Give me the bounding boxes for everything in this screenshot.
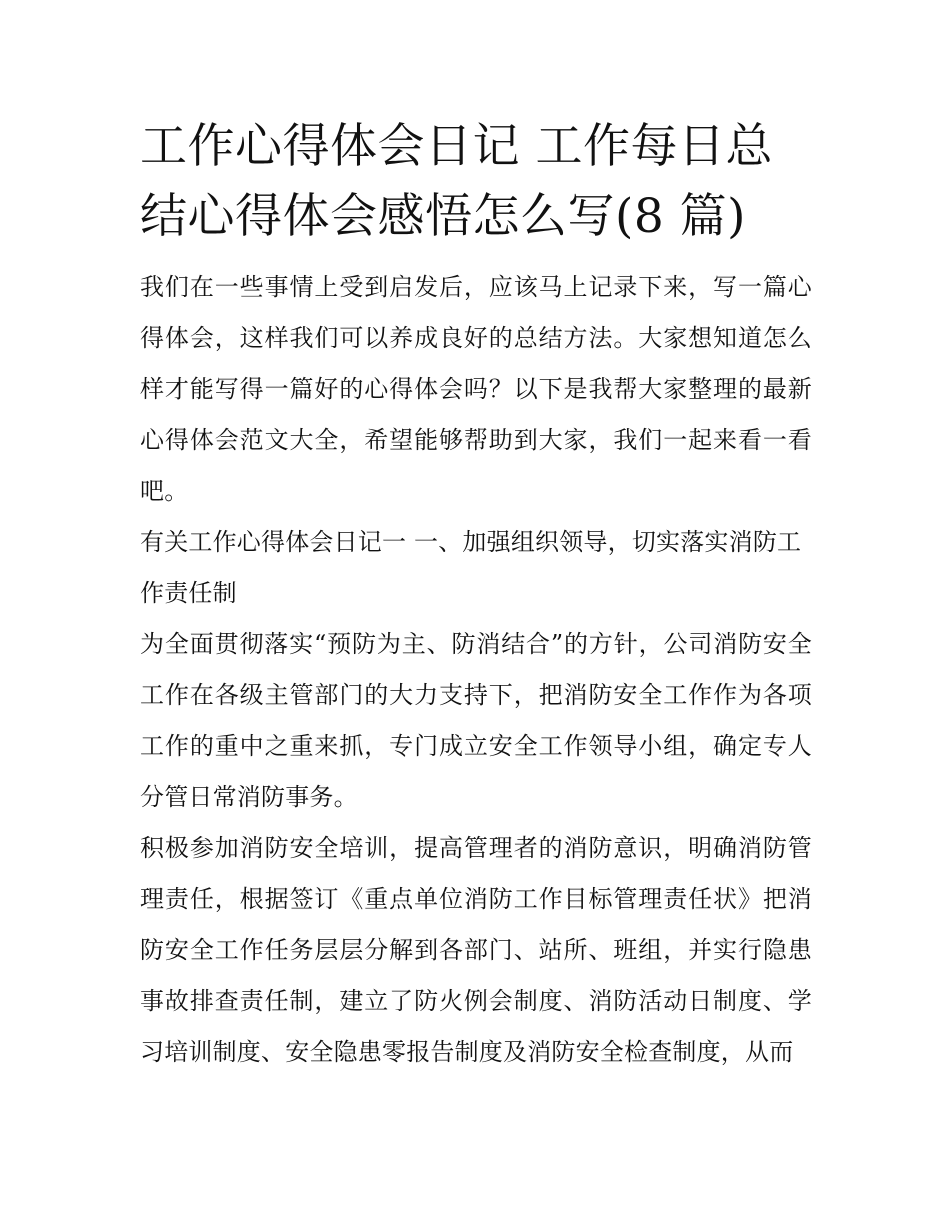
document-title: 工作心得体会日记 工作每日总结心得体会感悟怎么写(8 篇) [140,119,773,244]
intro-paragraph: 我们在一些事情上受到启发后，应该马上记录下来，写一篇心得体会，这样我们可以养成良好的总结方法。大家想知道怎么样才能写得一篇好的心得体会吗？以下是我帮大家整理的最新心得体会范文大全，希望能够帮助到大家，我们一起来看一看吧。 [140,273,812,505]
body-paragraph: 积极参加消防安全培训，提高管理者的消防意识，明确消防管理责任，根据签订《重点单位消防工作目标管理责任状》把消防安全工作任务层层分解到各部门、站所、班组，并实行隐患事故排查责任制，建立了防火例会制度、消防活动日制度、学习培训制度、安全隐患零报告制度及消防安全检查制度，从而 [140,834,812,1066]
body-paragraph: 为全面贯彻落实“预防为主、防消结合”的方针，公司消防安全工作在各级主管部门的大力支持下，把消防安全工作作为各项工作的重中之重来抓，专门成立安全工作领导小组，确定专人分管日常消防事务。 [140,630,812,811]
document-page [140,112,812,1078]
section-heading: 有关工作心得体会日记一 一、加强组织领导，切实落实消防工作责任制 [140,528,802,607]
